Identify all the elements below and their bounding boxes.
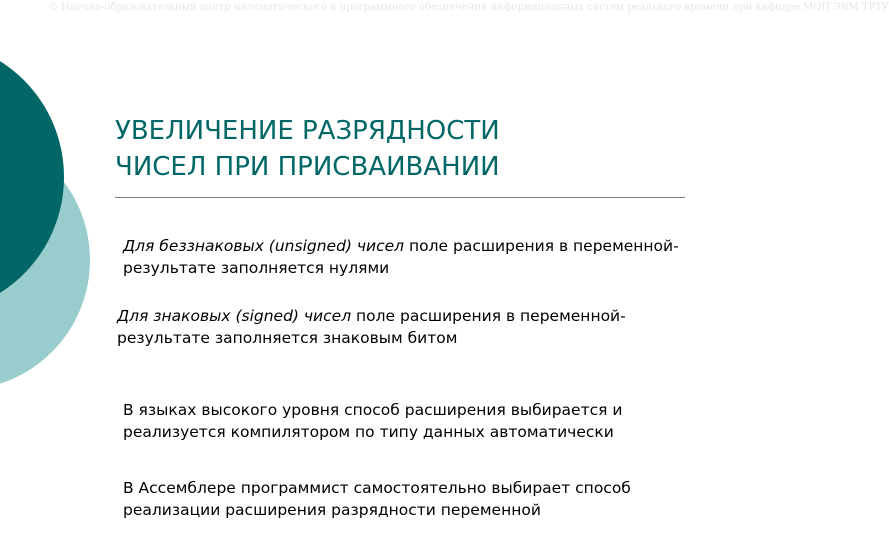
- paragraph-signed: [117, 305, 697, 349]
- paragraph-signed-text: поле расширения в переменной-результате заполняется знаковым битом: [117, 307, 626, 347]
- paragraph-high-level: [123, 399, 663, 443]
- paragraph-unsigned-italic: Для беззнаковых (unsigned) чисел: [123, 237, 405, 255]
- paragraph-assembler-text: В Ассемблере программист самостоятельно выбирает способ реализации расширения разрядности переменной: [123, 479, 631, 519]
- paragraph-assembler: [123, 477, 683, 521]
- paragraph-signed-italic: Для знаковых (signed) чисел: [117, 307, 352, 325]
- paragraph-unsigned: [123, 235, 683, 279]
- title-divider: [115, 197, 685, 198]
- header-note: © Научно-образовательный центр математического и программного обеспечения информационных систем реального времени при кафедре МОП ЭВМ ТРТУ: [48, 2, 889, 13]
- slide-title-line-1: УВЕЛИЧЕНИЕ РАЗРЯДНОСТИ: [115, 116, 500, 146]
- paragraph-high-level-text: В языках высокого уровня способ расширения выбирается и реализуется компилятором по типу данных автоматически: [123, 401, 623, 441]
- slide-title: [115, 113, 705, 185]
- slide-title-line-2: ЧИСЕЛ ПРИ ПРИСВАИВАНИИ: [115, 152, 500, 182]
- paragraph-unsigned-text: поле расширения в переменной-результате заполняется нулями: [123, 237, 679, 277]
